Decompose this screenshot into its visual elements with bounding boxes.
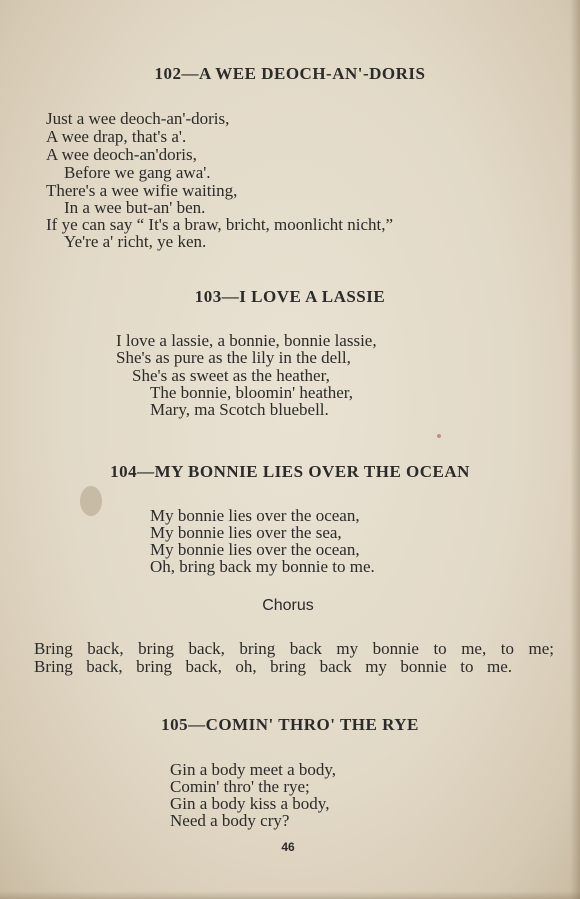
song-line: Mary, ma Scotch bluebell. <box>150 400 329 419</box>
song-title-105: 105—COMIN' THRO' THE RYE <box>161 715 419 734</box>
song-line: My bonnie lies over the ocean, <box>150 506 360 525</box>
chorus-label: Chorus <box>262 597 314 614</box>
song-line: She's as sweet as the heather, <box>132 366 330 385</box>
song-title-103: 103—I LOVE A LASSIE <box>194 287 386 306</box>
song-line: There's a wee wifie waiting, <box>46 181 238 200</box>
song-line: She's as pure as the lily in the dell, <box>116 348 351 367</box>
chorus-line: Bring back, bring back, bring back my bonnie to me, to me; <box>34 639 554 658</box>
song-title-104: 104—MY BONNIE LIES OVER THE OCEAN <box>110 462 470 481</box>
chorus-line: Bring back, bring back, oh, bring back my bonnie to me. <box>34 657 512 676</box>
song-line: My bonnie lies over the ocean, <box>150 540 360 559</box>
song-line: If ye can say “ It's a braw, bricht, moonlicht nicht,” <box>46 215 394 234</box>
song-line: My bonnie lies over the sea, <box>150 523 342 542</box>
song-line: Just a wee deoch-an'-doris, <box>46 109 230 128</box>
page-number: 46 <box>281 840 295 854</box>
song-line: Before we gang awa'. <box>64 163 211 182</box>
song-line: Comin' thro' the rye; <box>170 777 310 796</box>
song-line: Gin a body meet a body, <box>170 760 337 779</box>
song-line: Need a body cry? <box>170 811 290 830</box>
song-line: A wee drap, that's a'. <box>46 127 187 146</box>
song-line: Gin a body kiss a body, <box>170 794 330 813</box>
page-edge-shadow <box>570 0 580 899</box>
song-title-102: 102—A WEE DEOCH-AN'-DORIS <box>154 64 426 83</box>
song-line: A wee deoch-an'doris, <box>46 145 197 164</box>
paper-stain <box>80 486 102 516</box>
song-line: The bonnie, bloomin' heather, <box>150 383 354 402</box>
song-line: Oh, bring back my bonnie to me. <box>150 557 375 576</box>
song-line: In a wee but-an' ben. <box>64 198 206 217</box>
song-line: Ye're a' richt, ye ken. <box>64 232 207 251</box>
ink-speck <box>437 434 441 438</box>
page-bottom-shadow <box>0 891 580 899</box>
song-line: I love a lassie, a bonnie, bonnie lassie, <box>116 331 377 350</box>
